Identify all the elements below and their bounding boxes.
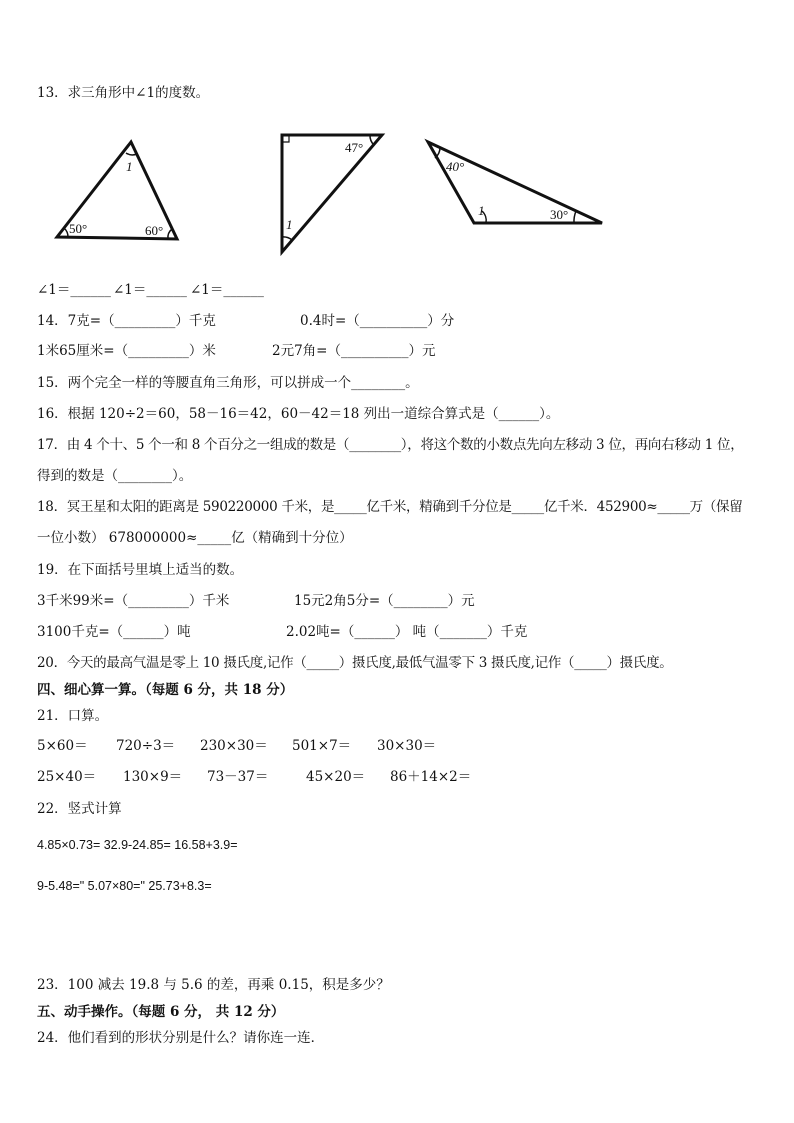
q21-r1-c1: 5×60＝ — [37, 738, 88, 754]
q14-c: 1米65厘米=（_________）米 — [37, 343, 216, 359]
q21-r1-c4: 501×7＝ — [292, 738, 352, 754]
question-19: 19．在下面括号里填上适当的数。 — [37, 562, 244, 578]
q14-d: 2元7角=（__________）元 — [272, 343, 436, 359]
q19-d: 2.02吨=（______） 吨（_______）千克 — [286, 624, 528, 640]
triangle-3 — [428, 142, 602, 223]
q19-b: 15元2角5分=（________）元 — [294, 593, 475, 609]
question-16: 16．根据 120÷2＝60，58－16＝42，60－42＝18 列出一道综合算式是（______）。 — [37, 406, 560, 422]
q19-a: 3千米99米=（_________）千米 — [37, 593, 230, 609]
question-24: 24．他们看到的形状分别是什么？请你连一连． — [37, 1030, 325, 1046]
q13-answer-3: ∠1＝______ — [190, 282, 264, 298]
q21-r2-c3: 73－37＝ — [207, 769, 269, 785]
q13-answer-2: ∠1＝______ — [113, 282, 187, 298]
q21-r2-c2: 130×9＝ — [123, 769, 183, 785]
tri3-angle-mid: 1 — [478, 203, 485, 218]
tri1-angle-top: 1 — [126, 159, 133, 174]
q19-c: 3100千克=（______）吨 — [37, 624, 191, 640]
tri1-angle-left: 50° — [69, 221, 88, 236]
q22-line-1: 4.85×0.73= 32.9-24.85= 16.58+3.9= — [37, 838, 238, 852]
q21-r1-c5: 30×30＝ — [377, 738, 437, 754]
section-4-heading: 四、细心算一算。（每题 6 分，共 18 分） — [37, 682, 294, 698]
question-23: 23．100 减去 19.8 与 5.6 的差，再乘 0.15，积是多少？ — [37, 977, 390, 993]
question-18-line2: 一位小数） 678000000≈_____亿（精确到十分位） — [37, 530, 353, 546]
section-5-heading: 五、动手操作。（每题 6 分， 共 12 分） — [37, 1004, 285, 1020]
question-21: 21．口算。 — [37, 708, 109, 724]
question-18-line1: 18．冥王星和太阳的距离是 590220000 千米，是_____亿千米，精确到千分位是_____亿千米．452900≈_____万（保留 — [37, 499, 743, 515]
tri2-angle-bottom: 1 — [286, 217, 293, 232]
question-13: 13．求三角形中∠1的度数。 — [37, 85, 210, 101]
triangles-figure — [0, 125, 794, 265]
q21-r2-c5: 86＋14×2＝ — [390, 769, 472, 785]
tri2-angle-top: 47° — [345, 140, 364, 155]
q22-line-2: 9-5.48=" 5.07×80=" 25.73+8.3= — [37, 879, 212, 893]
question-20: 20．今天的最高气温是零上 10 摄氏度,记作（_____）摄氏度,最低气温零下 3 摄氏度,记作（_____）摄氏度。 — [37, 655, 673, 671]
q21-r1-c3: 230×30＝ — [200, 738, 268, 754]
q21-r2-c4: 45×20＝ — [306, 769, 366, 785]
tri3-angle-left: 40° — [446, 159, 465, 174]
tri3-angle-right: 30° — [550, 207, 569, 222]
triangle-2 — [282, 135, 382, 252]
q14-a: 14．7克=（_________）千克 — [37, 313, 216, 329]
question-22: 22．竖式计算 — [37, 801, 122, 817]
tri1-angle-right: 60° — [145, 223, 164, 238]
q21-r1-c2: 720÷3＝ — [116, 738, 176, 754]
q21-r2-c1: 25×40＝ — [37, 769, 97, 785]
q14-b: 0.4时=（__________）分 — [300, 313, 455, 329]
q13-answer-1: ∠1＝______ — [37, 282, 111, 298]
question-15: 15．两个完全一样的等腰直角三角形，可以拼成一个________。 — [37, 375, 419, 391]
question-17-line2: 得到的数是（________）。 — [37, 468, 193, 484]
question-17-line1: 17．由 4 个十、5 个一和 8 个百分之一组成的数是（________），将这个数的小数点先向左移动 3 位，再向右移动 1 位， — [37, 437, 744, 453]
